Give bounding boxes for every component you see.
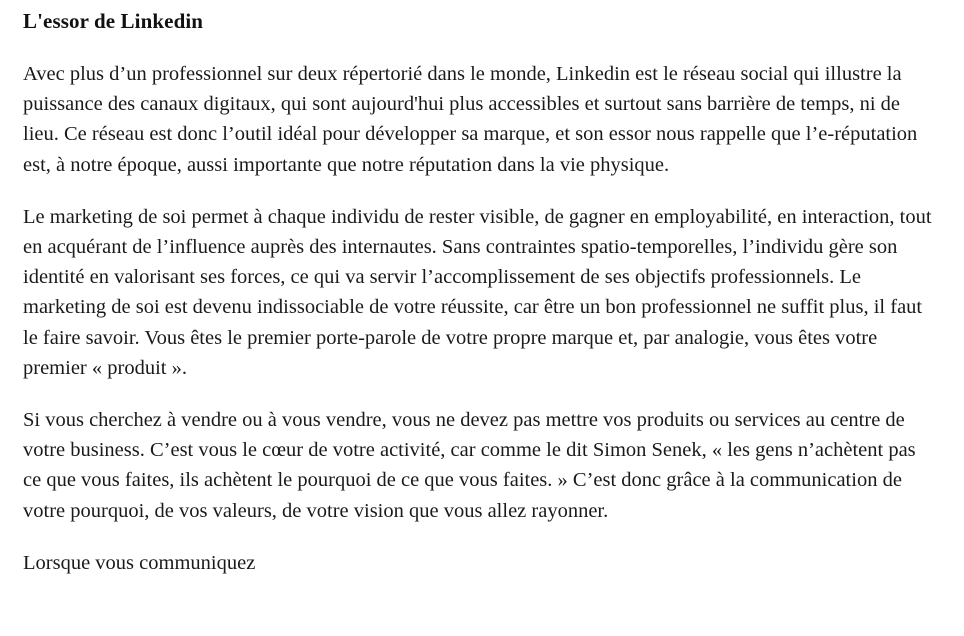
article-paragraph-2: Le marketing de soi permet à chaque individu de rester visible, de gagner en employabilité, en interaction, tout en acquérant de l’influence auprès des internautes. Sans contraintes spatio-temporelles, l’individu gère son identité en valorisant ses forces, ce qui va servir l’accomplissement de ses objectifs professionnels. Le marketing de soi est devenu indissociable de votre réussite, car être un bon professionnel ne suffit plus, il faut le faire savoir. Vous êtes le premier porte-parole de votre propre marque et, par analogie, vous êtes votre premier « produit ». <box>23 205 932 379</box>
page-title: L'essor de Linkedin <box>23 9 204 33</box>
article-paragraph-3: Si vous cherchez à vendre ou à vous vendre, vous ne devez pas mettre vos produits ou services au centre de votre business. C’est vous le cœur de votre activité, car comme le dit Simon Senek, « les gens n’achètent pas ce que vous faites, ils achètent le pourquoi de ce que vous faites. » C’est donc grâce à la communication de votre pourquoi, de vos valeurs, de votre vision que vous allez rayonner. <box>23 409 916 522</box>
article-paragraph-1: Avec plus d’un professionnel sur deux répertorié dans le monde, Linkedin est le réseau social qui illustre la puissance des canaux digitaux, qui sont aujourd'hui plus accessibles et surtout sans barrière de temps, ni de lieu. Ce réseau est donc l’outil idéal pour développer sa marque, et son essor nous rappelle que l’e-réputation est, à notre époque, aussi importante que notre réputation dans la vie physique. <box>23 63 918 176</box>
article-paragraph-4-clipped: Lorsque vous communiquez <box>23 551 256 574</box>
